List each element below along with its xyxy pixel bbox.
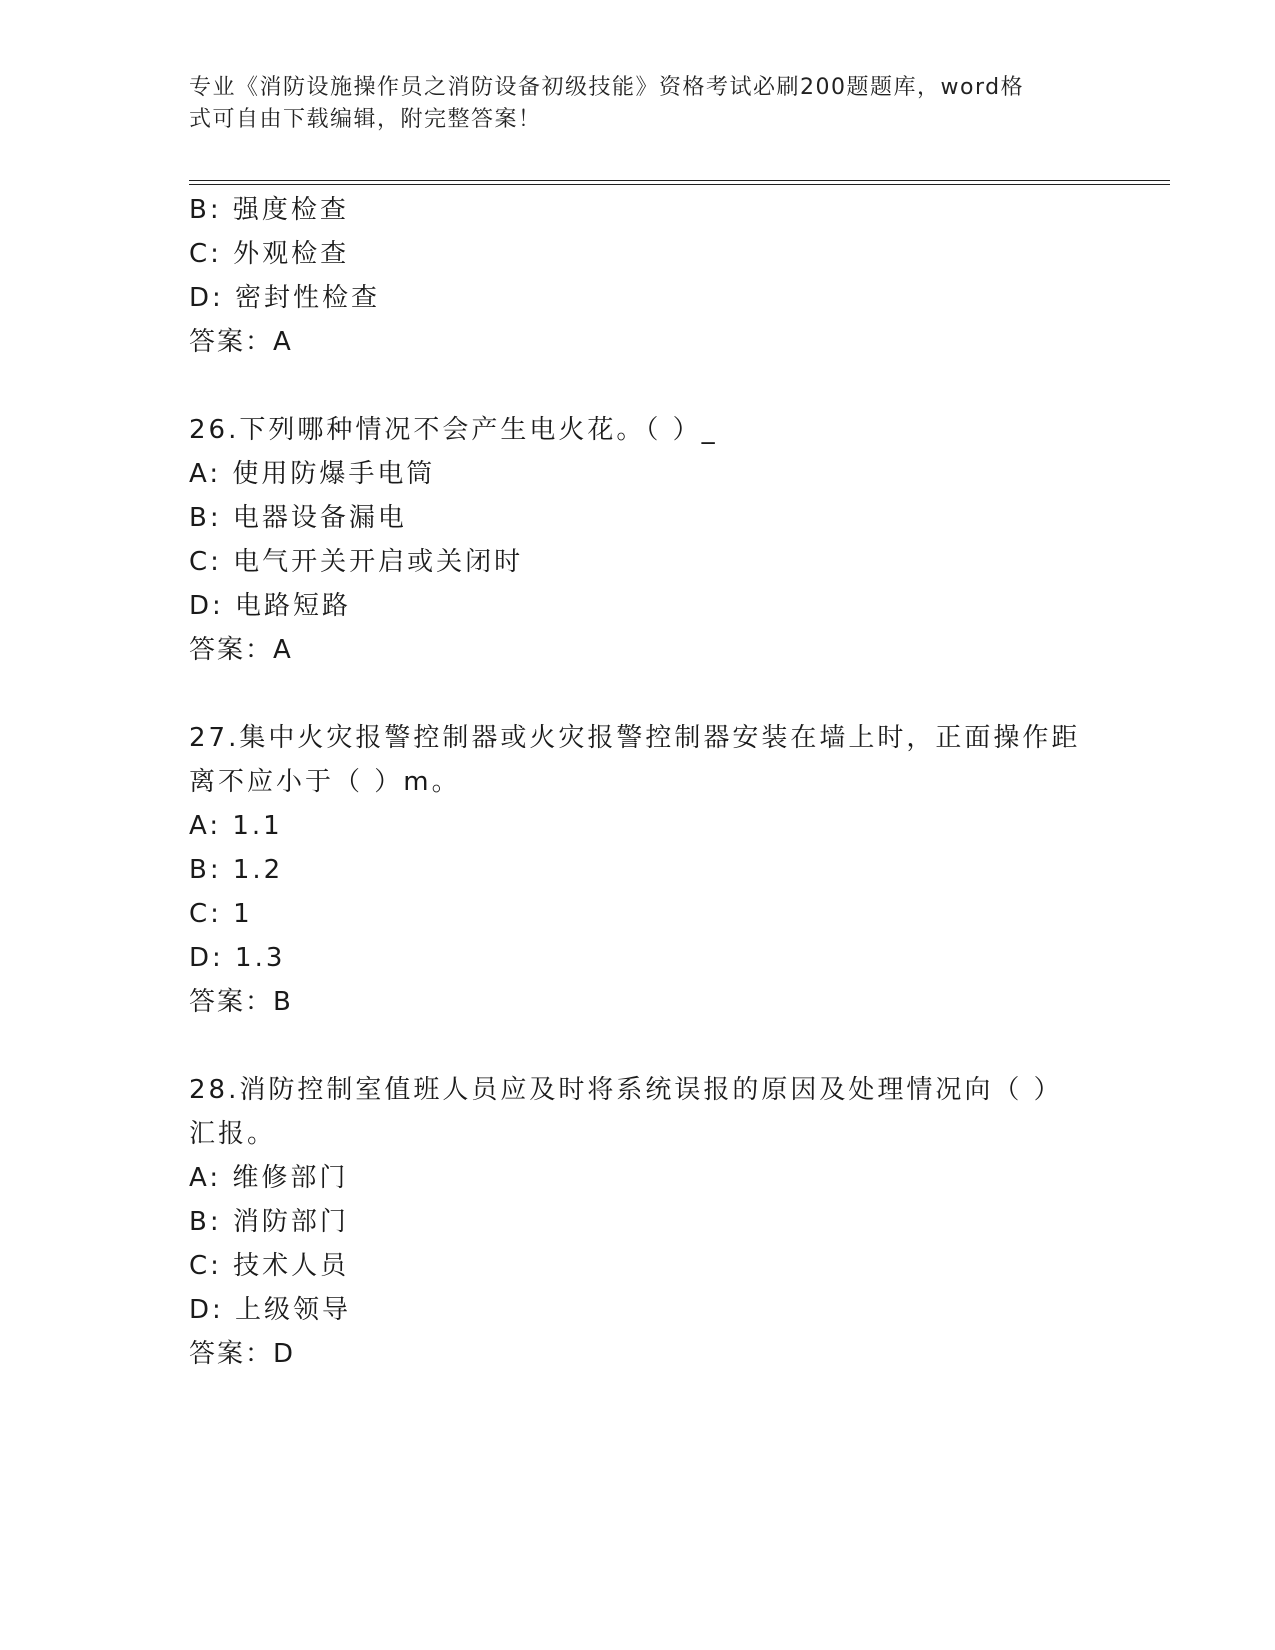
q25-option-d: D: 密封性检查 bbox=[189, 283, 381, 313]
document-header bbox=[189, 72, 1069, 136]
header-divider-bottom bbox=[189, 184, 1170, 185]
q28-stem-line-2: 汇报。 bbox=[189, 1119, 277, 1149]
q26-option-b: B: 电器设备漏电 bbox=[189, 503, 407, 533]
q28-option-d: D: 上级领导 bbox=[189, 1295, 352, 1325]
q27-option-a: A: 1.1 bbox=[189, 811, 283, 841]
q25-option-b: B: 强度检查 bbox=[189, 195, 349, 225]
header-title-line-1: 专业《消防设施操作员之消防设备初级技能》资格考试必刷200题题库，word格 bbox=[189, 75, 1025, 100]
q28-stem-line-1: 28.消防控制室值班人员应及时将系统误报的原因及处理情况向（ ） bbox=[189, 1075, 1063, 1105]
header-divider-top bbox=[189, 180, 1170, 181]
q26-option-c: C: 电气开关开启或关闭时 bbox=[189, 547, 524, 577]
q26-answer: 答案：A bbox=[189, 635, 293, 665]
q28-answer: 答案：D bbox=[189, 1339, 296, 1369]
q27-stem-line-2: 离不应小于（ ）m。 bbox=[189, 767, 461, 797]
q25-answer: 答案：A bbox=[189, 327, 293, 357]
q27-stem-line-1: 27.集中火灾报警控制器或火灾报警控制器安装在墙上时，正面操作距 bbox=[189, 723, 1081, 753]
q28-option-b: B: 消防部门 bbox=[189, 1207, 349, 1237]
q26-option-d: D: 电路短路 bbox=[189, 591, 352, 621]
q28-option-a: A: 维修部门 bbox=[189, 1163, 349, 1193]
q27-option-b: B: 1.2 bbox=[189, 855, 284, 885]
q27-answer: 答案：B bbox=[189, 987, 293, 1017]
q27-option-d: D: 1.3 bbox=[189, 943, 286, 973]
q26-option-a: A: 使用防爆手电筒 bbox=[189, 459, 436, 489]
q27-option-c: C: 1 bbox=[189, 899, 253, 929]
header-title-line-2: 式可自由下载编辑，附完整答案！ bbox=[189, 107, 542, 132]
q25-option-c: C: 外观检查 bbox=[189, 239, 350, 269]
q28-option-c: C: 技术人员 bbox=[189, 1251, 350, 1281]
q26-stem: 26.下列哪种情况不会产生电火花。（ ）_ bbox=[189, 415, 718, 445]
